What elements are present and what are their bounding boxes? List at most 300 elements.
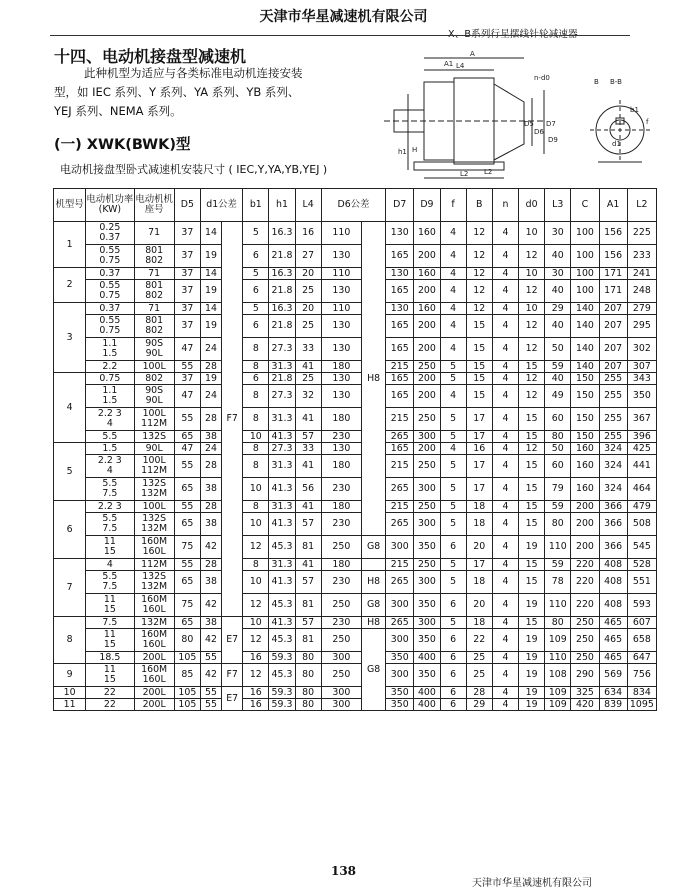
- table-cell: 5: [440, 431, 466, 443]
- table-cell: 300: [414, 571, 440, 594]
- table-cell: 8: [243, 559, 269, 571]
- table-cell: 250: [414, 361, 440, 373]
- table-cell: 300: [414, 431, 440, 443]
- table-cell: 4: [492, 361, 518, 373]
- dimension-table: [53, 188, 657, 711]
- table-cell: E7: [222, 687, 243, 711]
- table-cell: 545: [627, 536, 656, 559]
- table-cell: 25: [295, 315, 321, 338]
- table-cell: 8: [243, 443, 269, 455]
- table-cell: 300: [414, 478, 440, 501]
- table-cell: 12: [466, 280, 492, 303]
- table-cell: 16: [466, 443, 492, 455]
- table-cell: 40: [545, 245, 571, 268]
- table-cell: 215: [386, 501, 414, 513]
- table-cell: 11: [54, 699, 86, 711]
- table-cell: 350: [386, 699, 414, 711]
- table-cell: 10: [243, 513, 269, 536]
- table-cell: 42: [200, 664, 221, 687]
- subsection-title: (一) XWK(BWK)型: [54, 137, 191, 153]
- table-cell: 2.2 3 4: [86, 455, 134, 478]
- table-cell: 250: [321, 629, 361, 652]
- drawing-label: D5: [524, 120, 534, 128]
- table-cell: 4: [492, 443, 518, 455]
- table-cell: 37: [174, 268, 200, 280]
- table-cell: 6: [440, 536, 466, 559]
- table-cell: 165: [386, 315, 414, 338]
- table-cell: 225: [627, 222, 656, 245]
- table-cell: 366: [599, 501, 627, 513]
- table-cell: 20: [295, 268, 321, 280]
- table-cell: 207: [599, 338, 627, 361]
- table-cell: 4: [492, 315, 518, 338]
- table-cell: 160M 160L: [134, 594, 174, 617]
- table-cell: 15: [519, 408, 545, 431]
- table-cell: 160: [571, 443, 599, 455]
- table-cell: 241: [627, 268, 656, 280]
- table-cell: 110: [321, 303, 361, 315]
- table-cell: 16.3: [269, 303, 295, 315]
- table-cell: 20: [295, 303, 321, 315]
- intro-line-3: YEJ 系列、NEMA 系列。: [54, 104, 182, 118]
- table-cell: 0.37: [86, 303, 134, 315]
- table-cell: 551: [627, 571, 656, 594]
- table-cell: 28: [200, 408, 221, 431]
- table-cell: 19: [200, 245, 221, 268]
- table-cell: 0.55 0.75: [86, 280, 134, 303]
- table-row: [54, 571, 657, 594]
- table-cell: 255: [599, 431, 627, 443]
- table-cell: 65: [174, 571, 200, 594]
- table-cell: 4: [492, 408, 518, 431]
- table-cell: 16: [243, 699, 269, 711]
- table-cell: 15: [519, 501, 545, 513]
- table-cell: 215: [386, 361, 414, 373]
- table-cell: 324: [599, 443, 627, 455]
- table-cell: 100: [571, 280, 599, 303]
- table-cell: 40: [545, 315, 571, 338]
- table-cell: 45.3: [269, 594, 295, 617]
- table-cell: 47: [174, 443, 200, 455]
- drawing-label: n-d0: [534, 74, 550, 82]
- table-row: [54, 222, 657, 245]
- table-cell: 12: [243, 629, 269, 652]
- table-cell: 16: [295, 222, 321, 245]
- table-cell: 10: [243, 617, 269, 629]
- table-cell: 59: [545, 559, 571, 571]
- table-cell: 81: [295, 629, 321, 652]
- table-cell: 215: [386, 455, 414, 478]
- table-row: [54, 687, 657, 699]
- table-cell: 255: [599, 385, 627, 408]
- col-header: f: [440, 189, 466, 222]
- table-cell: 408: [599, 594, 627, 617]
- table-cell: 15: [519, 361, 545, 373]
- table-cell: 10: [519, 303, 545, 315]
- table-cell: 40: [545, 280, 571, 303]
- table-cell: 160: [414, 303, 440, 315]
- table-cell: 55: [174, 559, 200, 571]
- col-header: C: [571, 189, 599, 222]
- table-cell: 839: [599, 699, 627, 711]
- table-cell: 10: [54, 687, 86, 699]
- table-cell: 160: [414, 268, 440, 280]
- table-cell: G8: [362, 594, 386, 617]
- table-cell: 100L 112M: [134, 408, 174, 431]
- table-cell: 57: [295, 431, 321, 443]
- table-cell: 130: [321, 443, 361, 455]
- header-rule: [50, 35, 630, 36]
- table-cell: 366: [599, 513, 627, 536]
- table-cell: 59: [545, 501, 571, 513]
- table-cell: 4: [86, 559, 134, 571]
- table-cell: 250: [321, 664, 361, 687]
- table-cell: 15: [519, 513, 545, 536]
- table-cell: 55: [200, 652, 221, 664]
- col-header: 机型号: [54, 189, 86, 222]
- table-cell: 7.5: [86, 617, 134, 629]
- table-row: [54, 536, 657, 559]
- table-cell: 18: [466, 501, 492, 513]
- table-cell: 11 15: [86, 629, 134, 652]
- table-cell: 300: [386, 536, 414, 559]
- table-cell: 593: [627, 594, 656, 617]
- table-cell: 60: [545, 455, 571, 478]
- table-cell: 45.3: [269, 664, 295, 687]
- table-cell: 16: [243, 652, 269, 664]
- table-cell: 9: [54, 664, 86, 687]
- table-cell: F7: [222, 222, 243, 617]
- table-cell: 171: [599, 268, 627, 280]
- table-cell: 42: [200, 536, 221, 559]
- table-cell: 12: [243, 664, 269, 687]
- col-header: D9: [414, 189, 440, 222]
- table-cell: 3: [54, 303, 86, 373]
- table-cell: 0.55 0.75: [86, 245, 134, 268]
- table-cell: 165: [386, 443, 414, 455]
- table-cell: 4: [440, 222, 466, 245]
- table-cell: 38: [200, 571, 221, 594]
- table-cell: 350: [386, 652, 414, 664]
- table-cell: 4: [492, 687, 518, 699]
- table-cell: 5: [243, 268, 269, 280]
- table-cell: 28: [466, 687, 492, 699]
- table-cell: 18: [466, 617, 492, 629]
- table-cell: 5: [440, 361, 466, 373]
- table-cell: 6: [54, 501, 86, 559]
- table-cell: 110: [545, 594, 571, 617]
- table-cell: 2.2 3: [86, 501, 134, 513]
- table-cell: 150: [571, 385, 599, 408]
- table-cell: 343: [627, 373, 656, 385]
- table-cell: 22: [466, 629, 492, 652]
- table-cell: 41: [295, 361, 321, 373]
- table-cell: 31.3: [269, 559, 295, 571]
- table-cell: [362, 559, 386, 571]
- table-cell: 465: [599, 617, 627, 629]
- table-cell: 396: [627, 431, 656, 443]
- table-cell: 27.3: [269, 443, 295, 455]
- table-cell: 4: [54, 373, 86, 443]
- table-cell: H8: [362, 617, 386, 629]
- table-row: [54, 629, 657, 652]
- table-cell: 15: [466, 315, 492, 338]
- table-cell: 300: [386, 594, 414, 617]
- table-cell: 4: [492, 594, 518, 617]
- table-row: [54, 408, 657, 431]
- table-cell: 109: [545, 687, 571, 699]
- table-cell: 33: [295, 443, 321, 455]
- table-row: [54, 594, 657, 617]
- table-cell: 325: [571, 687, 599, 699]
- table-cell: 5: [243, 303, 269, 315]
- table-cell: 6: [440, 687, 466, 699]
- table-cell: 140: [571, 303, 599, 315]
- table-cell: 90S 90L: [134, 338, 174, 361]
- table-cell: 108: [545, 664, 571, 687]
- table-cell: 12: [519, 245, 545, 268]
- table-cell: 8: [54, 617, 86, 664]
- table-cell: 528: [627, 559, 656, 571]
- table-cell: 4: [440, 280, 466, 303]
- table-cell: 160: [571, 478, 599, 501]
- intro-line-1: 此种机型为适应与各类标准电动机连接安装: [84, 66, 303, 80]
- table-cell: 250: [321, 536, 361, 559]
- table-cell: 105: [174, 699, 200, 711]
- table-cell: 15: [466, 373, 492, 385]
- col-header: b1: [243, 189, 269, 222]
- table-cell: 59: [545, 361, 571, 373]
- drawing-label: L2: [484, 168, 493, 176]
- table-cell: 55: [174, 408, 200, 431]
- drawing-label: A1: [444, 60, 454, 68]
- header-company-name: 天津市华星减速机有限公司: [259, 9, 428, 25]
- table-cell: 350: [414, 629, 440, 652]
- table-cell: 15: [466, 385, 492, 408]
- drawing-label: h1: [398, 148, 407, 156]
- table-cell: F7: [222, 664, 243, 687]
- table-cell: 5: [440, 501, 466, 513]
- table-cell: 38: [200, 431, 221, 443]
- col-header: A1: [599, 189, 627, 222]
- table-cell: 508: [627, 513, 656, 536]
- table-cell: 27.3: [269, 338, 295, 361]
- table-cell: 647: [627, 652, 656, 664]
- table-cell: 801 802: [134, 315, 174, 338]
- table-cell: 290: [571, 664, 599, 687]
- table-cell: 4: [492, 629, 518, 652]
- table-cell: 130: [386, 303, 414, 315]
- table-cell: 132S 132M: [134, 513, 174, 536]
- table-cell: 200: [414, 338, 440, 361]
- col-header: d0: [519, 189, 545, 222]
- table-cell: 4: [440, 268, 466, 280]
- table-cell: 90S 90L: [134, 385, 174, 408]
- table-cell: 207: [599, 361, 627, 373]
- table-cell: 32: [295, 385, 321, 408]
- table-cell: H8: [362, 571, 386, 594]
- table-cell: 156: [599, 222, 627, 245]
- table-cell: 801 802: [134, 245, 174, 268]
- table-cell: 60: [545, 408, 571, 431]
- drawing-label: D7: [546, 120, 556, 128]
- table-cell: 5: [54, 443, 86, 501]
- table-cell: 834: [627, 687, 656, 699]
- table-cell: 132S 132M: [134, 478, 174, 501]
- table-cell: 42: [200, 594, 221, 617]
- table-cell: 324: [599, 478, 627, 501]
- table-cell: 200: [571, 536, 599, 559]
- table-cell: 250: [571, 617, 599, 629]
- table-cell: 28: [200, 455, 221, 478]
- table-cell: 47: [174, 338, 200, 361]
- table-cell: 4: [492, 501, 518, 513]
- table-row: [54, 361, 657, 373]
- table-cell: 71: [134, 303, 174, 315]
- table-cell: 22: [86, 699, 134, 711]
- table-cell: 14: [200, 303, 221, 315]
- table-cell: 215: [386, 408, 414, 431]
- table-cell: 17: [466, 408, 492, 431]
- table-cell: 59.3: [269, 687, 295, 699]
- table-cell: 4: [492, 478, 518, 501]
- table-cell: 28: [200, 559, 221, 571]
- col-header: L4: [295, 189, 321, 222]
- table-cell: 250: [414, 559, 440, 571]
- table-cell: 57: [295, 571, 321, 594]
- table-cell: 15: [466, 361, 492, 373]
- table-row: [54, 617, 657, 629]
- table-cell: 300: [321, 687, 361, 699]
- table-cell: 802: [134, 373, 174, 385]
- table-cell: 350: [414, 536, 440, 559]
- table-cell: 38: [200, 513, 221, 536]
- table-cell: 302: [627, 338, 656, 361]
- table-cell: 1: [54, 222, 86, 268]
- table-cell: 5: [440, 373, 466, 385]
- table-cell: 19: [519, 664, 545, 687]
- table-cell: 29: [545, 303, 571, 315]
- table-row: [54, 431, 657, 443]
- table-cell: 14: [200, 222, 221, 245]
- table-cell: 109: [545, 699, 571, 711]
- table-cell: 37: [174, 315, 200, 338]
- table-cell: 250: [571, 629, 599, 652]
- table-cell: 12: [466, 303, 492, 315]
- table-cell: 71: [134, 268, 174, 280]
- table-cell: 300: [386, 664, 414, 687]
- table-cell: 1.5: [86, 443, 134, 455]
- drawing-label: B-B: [610, 78, 622, 86]
- table-cell: 19: [519, 536, 545, 559]
- table-cell: 140: [571, 361, 599, 373]
- table-cell: 132S: [134, 431, 174, 443]
- table-cell: 6: [243, 373, 269, 385]
- table-cell: 90L: [134, 443, 174, 455]
- table-cell: 10: [243, 571, 269, 594]
- table-cell: 15: [519, 478, 545, 501]
- drawing-label: D6: [534, 128, 544, 136]
- table-cell: 41: [295, 455, 321, 478]
- table-cell: 230: [321, 478, 361, 501]
- table-cell: 24: [200, 338, 221, 361]
- table-cell: 4: [492, 559, 518, 571]
- table-cell: 130: [321, 280, 361, 303]
- table-cell: 50: [545, 443, 571, 455]
- table-cell: 300: [414, 617, 440, 629]
- table-cell: 6: [440, 594, 466, 617]
- drawing-label: A: [470, 50, 475, 58]
- table-cell: 130: [321, 338, 361, 361]
- table-cell: 75: [174, 594, 200, 617]
- table-cell: E7: [222, 617, 243, 664]
- table-cell: 12: [466, 245, 492, 268]
- table-cell: 19: [519, 687, 545, 699]
- table-cell: 1.1 1.5: [86, 338, 134, 361]
- table-cell: 18.5: [86, 652, 134, 664]
- table-cell: 37: [174, 303, 200, 315]
- table-cell: 19: [200, 373, 221, 385]
- table-cell: 41.3: [269, 478, 295, 501]
- table-cell: 38: [200, 478, 221, 501]
- table-cell: 4: [440, 385, 466, 408]
- table-cell: 265: [386, 571, 414, 594]
- table-cell: 28: [200, 501, 221, 513]
- table-cell: 21.8: [269, 245, 295, 268]
- table-cell: 801 802: [134, 280, 174, 303]
- table-cell: 4: [492, 536, 518, 559]
- table-cell: 65: [174, 478, 200, 501]
- table-cell: 16.3: [269, 222, 295, 245]
- table-cell: 38: [200, 617, 221, 629]
- drawing-label: f: [646, 118, 649, 126]
- table-cell: 12: [243, 536, 269, 559]
- table-cell: 19: [519, 652, 545, 664]
- table-row: [54, 373, 657, 385]
- table-cell: 230: [321, 513, 361, 536]
- table-cell: 28: [200, 361, 221, 373]
- table-cell: 5: [440, 617, 466, 629]
- table-cell: H8: [362, 222, 386, 536]
- table-cell: 78: [545, 571, 571, 594]
- table-row: [54, 338, 657, 361]
- table-cell: 40: [545, 373, 571, 385]
- table-cell: 464: [627, 478, 656, 501]
- table-cell: 607: [627, 617, 656, 629]
- table-cell: 180: [321, 408, 361, 431]
- table-cell: 25: [466, 652, 492, 664]
- table-cell: 17: [466, 559, 492, 571]
- table-cell: 5.5 7.5: [86, 513, 134, 536]
- table-cell: 18: [466, 513, 492, 536]
- table-cell: 45.3: [269, 536, 295, 559]
- table-cell: 265: [386, 617, 414, 629]
- table-cell: 12: [519, 385, 545, 408]
- table-cell: 160M 160L: [134, 536, 174, 559]
- table-cell: 8: [243, 408, 269, 431]
- table-cell: 19: [519, 629, 545, 652]
- table-cell: 400: [414, 652, 440, 664]
- table-cell: 100: [571, 245, 599, 268]
- table-row: [54, 443, 657, 455]
- table-cell: 220: [571, 559, 599, 571]
- table-cell: 105: [174, 652, 200, 664]
- table-cell: 30: [545, 222, 571, 245]
- table-cell: 230: [321, 617, 361, 629]
- table-row: [54, 303, 657, 315]
- table-cell: 37: [174, 280, 200, 303]
- table-cell: G8: [362, 629, 386, 711]
